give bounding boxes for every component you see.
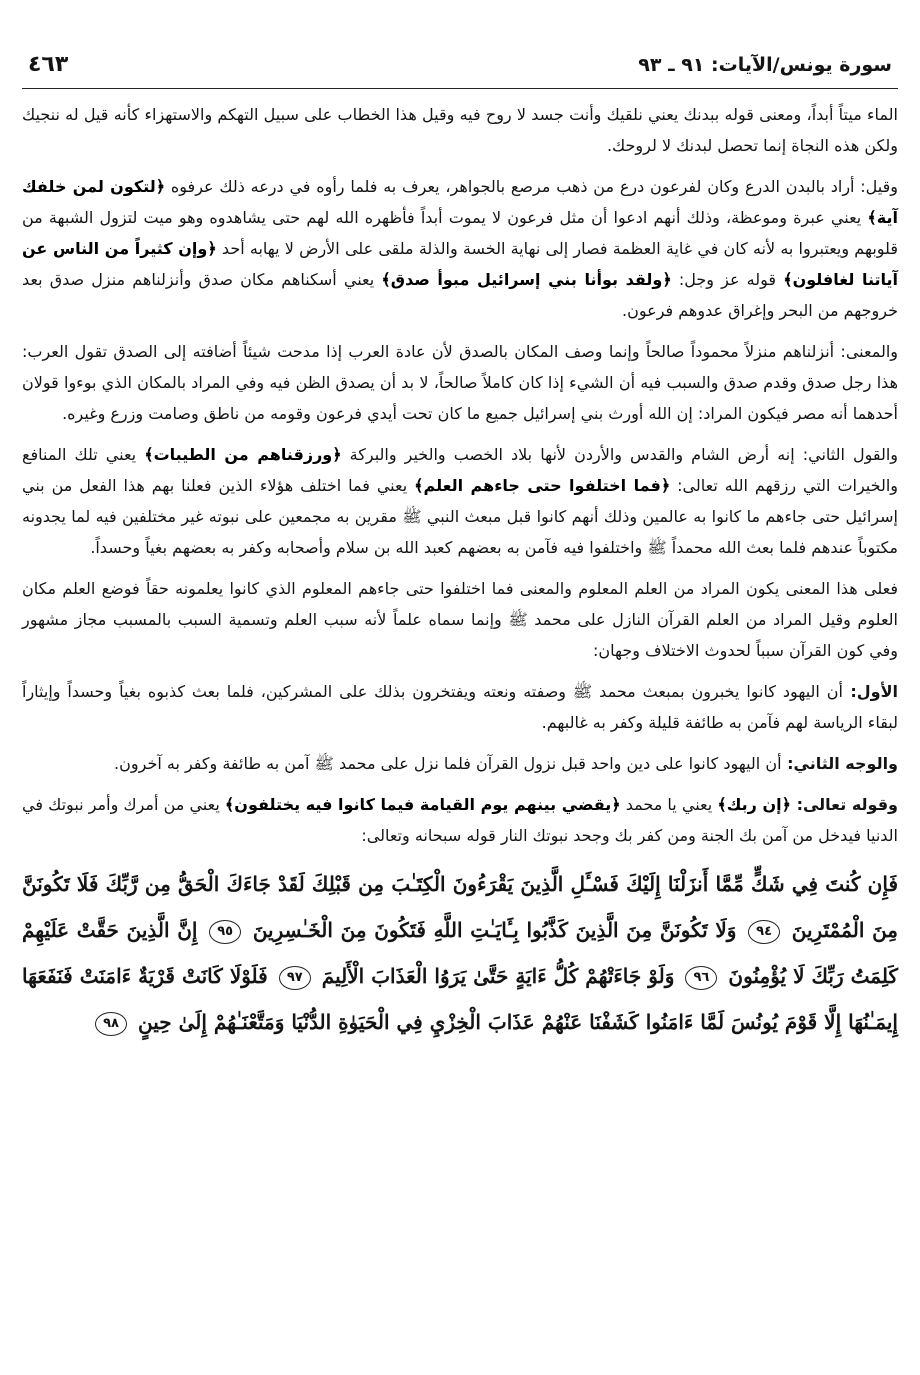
quran-quote: ﴿إن ربك﴾ xyxy=(717,795,791,814)
commentary-text: والقول الثاني: إنه أرض الشام والقدس والأردن لأنها بلاد الخصب والخير والبركة xyxy=(341,445,899,464)
surah-title: سورة يونس/الآيات: ٩١ ـ ٩٣ xyxy=(638,54,892,76)
verse-text: وَلَوْ جَاءَتْهُمْ كُلُّ ءَايَةٍ حَتَّىٰ يَرَوُا الْعَذَابَ الْأَلِيمَ xyxy=(314,964,675,988)
commentary-paragraph xyxy=(22,171,898,326)
commentary-text: يعني يا محمد xyxy=(620,795,718,814)
commentary-text: قوله عز وجل: xyxy=(671,270,784,289)
quran-quote: ﴿فما اختلفوا حتى جاءهم العلم﴾ xyxy=(414,476,671,495)
lead-phrase: الأول: xyxy=(842,682,898,701)
quran-verses xyxy=(22,861,898,1045)
commentary-paragraph xyxy=(22,748,898,779)
commentary-text: وقيل: أراد بالبدن الدرع وكان لفرعون درع من ذهب مرصع بالجواهر، يعرف به فلما رأوه في درعه ذلك عرفوه xyxy=(165,177,899,196)
commentary-paragraph xyxy=(22,99,898,161)
commentary-text: يعني تلك المنافع والخيرات التي رزقهم الله تعالى: xyxy=(22,445,898,495)
verse-text: فَلَوْلَا كَانَتْ قَرْيَةٌ ءَامَنَتْ فَنَفَعَهَا إِيمَـٰنُهَا إِلَّا قَوْمَ يُونُسَ لَمَّا ءَامَنُوا كَشَفْنَا عَنْهُمْ عَذَابَ الْخِزْيِ فِي الْحَيَوٰةِ الدُّنْيَا وَمَتَّعْنَـٰهُمْ إِلَىٰ حِينٍ xyxy=(22,964,898,1034)
verse-number-marker: ٩٤ xyxy=(748,920,780,944)
commentary-text: الماء ميتاً أبداً، ومعنى قوله ببدنك يعني نلقيك وأنت جسد لا روح فيه وقيل هذا الخطاب على سبيل التهكم والاستهزاء كأنه قيل له ننجيك ولكن هذه النجاة إنما تحصل لبدنك لا لروحك. xyxy=(22,105,898,155)
commentary-text: فعلى هذا المعنى يكون المراد من العلم المعلوم والمعنى فما اختلفوا حتى جاءهم المعلوم الذي كانوا يعلمونه حقاً فوضع العلم مكان العلوم وقيل المراد من العلم القرآن النازل على محمد ﷺ وإنما سماه علماً لأنه سبب العلم وتسمية السبب بالمسبب مجاز مشهور وفي كون القرآن سبباً لحدوث الاختلاف وجهان: xyxy=(22,579,898,660)
page-number: ٤٦٣ xyxy=(28,52,69,77)
quran-quote: ﴿ولقد بوأنا بني إسرائيل مبوأ صدق﴾ xyxy=(381,270,672,289)
commentary-text: يعني عبرة وموعظة، وذلك أنهم ادعوا أن مثل فرعون لا يموت أبداً فأظهره الله لهم حتى يشاهدوه وهو ميت لتزول الشبهة من قلوبهم ويعتبروا به لأنه كان في غاية العظمة فصار إلى نهاية الخسة والذلة ملقى على الأرض لا يهابه أحد xyxy=(22,208,898,258)
commentary-paragraph xyxy=(22,439,898,563)
commentary-text: أن اليهود كانوا يخبرون بمبعث محمد ﷺ وصفته ونعته ويفتخرون بذلك على المشركين، فلما بعث كذبوه بغياً وحسداً وإيثاراً لبقاء الرياسة لهم فآمن به طائفة قليلة وكفر به غالبهم. xyxy=(22,682,898,732)
quran-quote: ﴿وإن كثيراً من الناس عن آياتنا لغافلون﴾ xyxy=(22,239,899,289)
commentary-body xyxy=(22,99,898,851)
verse-text: وَلَا تَكُونَنَّ مِنَ الَّذِينَ كَذَّبُوا بِـَٔايَـٰتِ اللَّهِ فَتَكُونَ مِنَ الْخَـٰسِرِينَ xyxy=(245,918,737,942)
book-page xyxy=(22,48,898,1045)
verse-text: إِنَّ الَّذِينَ حَقَّتْ عَلَيْهِمْ كَلِمَتُ رَبِّكَ لَا يُؤْمِنُونَ xyxy=(22,918,898,988)
quran-quote: ﴿يقضي بينهم يوم القيامة فيما كانوا فيه يختلفون﴾ xyxy=(224,795,621,814)
page-header xyxy=(22,48,898,89)
commentary-text: والمعنى: أنزلناهم منزلاً محموداً صالحاً وإنما وصف المكان بالصدق لأن عادة العرب إذا مدحت شيئاً أضافته إلى الصدق تقول العرب: هذا رجل صدق وقدم صدق والسبب فيه أن الشيء إذا كان كاملاً صالحاً، لا بد أن يصدق الظن فيه وفي المراد بالمكان الذي بوءوا قولان أحدهما أنه مصر فيكون المراد: إن الله أورث بني إسرائيل جميع ما كان تحت أيدي فرعون وقومه من ناطق وصامت وزرع وغيره. xyxy=(22,342,898,423)
commentary-paragraph xyxy=(22,336,898,429)
commentary-text: يعني أسكناهم مكان صدق وأنزلناهم منزل صدق بعد خروجهم من البحر وإغراق عدوهم فرعون. xyxy=(22,270,898,320)
commentary-text: أن اليهود كانوا على دين واحد قبل نزول القرآن فلما نزل على محمد ﷺ آمن به طائفة وكفر به آخرون. xyxy=(114,754,782,773)
verse-number-marker: ٩٨ xyxy=(95,1012,127,1036)
commentary-paragraph xyxy=(22,789,898,851)
verse-text: فَإِن كُنتَ فِي شَكٍّ مِّمَّا أَنزَلْنَا إِلَيْكَ فَسْـَٔلِ الَّذِينَ يَقْرَءُونَ الْكِتَـٰبَ مِن قَبْلِكَ لَقَدْ جَاءَكَ الْحَقُّ مِن رَّبِّكَ فَلَا تَكُونَنَّ مِنَ الْمُمْتَرِينَ xyxy=(22,872,899,942)
lead-phrase: والوجه الثاني: xyxy=(781,754,898,773)
commentary-paragraph xyxy=(22,573,898,666)
commentary-paragraph xyxy=(22,676,898,738)
lead-phrase: وقوله تعالى: xyxy=(790,795,898,814)
verse-number-marker: ٩٧ xyxy=(279,966,311,990)
quran-quote: ﴿ورزقناهم من الطيبات﴾ xyxy=(144,445,342,464)
quran-quote: ﴿لتكون لمن خلفك آية﴾ xyxy=(22,177,898,227)
verse-number-marker: ٩٦ xyxy=(685,966,717,990)
verse-number-marker: ٩٥ xyxy=(209,920,241,944)
commentary-text: يعني من أمرك وأمر نبوتك في الدنيا فيدخل من آمن بك الجنة ومن كفر بك وجحد نبوتك النار قوله سبحانه وتعالى: xyxy=(22,795,898,845)
commentary-text: يعني فما اختلف هؤلاء الذين فعلنا بهم هذا الفعل من بني إسرائيل حتى جاءهم ما كانوا به عالمين وذلك أنهم كانوا قبل مبعث النبي ﷺ مقرين به مجمعين على نبوته غير مختلفين فيه لما يجدونه مكتوباً عندهم فلما بعث الله محمداً ﷺ واختلفوا فيه فآمن به بعضهم كعبد الله بن سلام وأصحابه وكفر به بعضهم بغياً وحسداً. xyxy=(22,476,898,557)
